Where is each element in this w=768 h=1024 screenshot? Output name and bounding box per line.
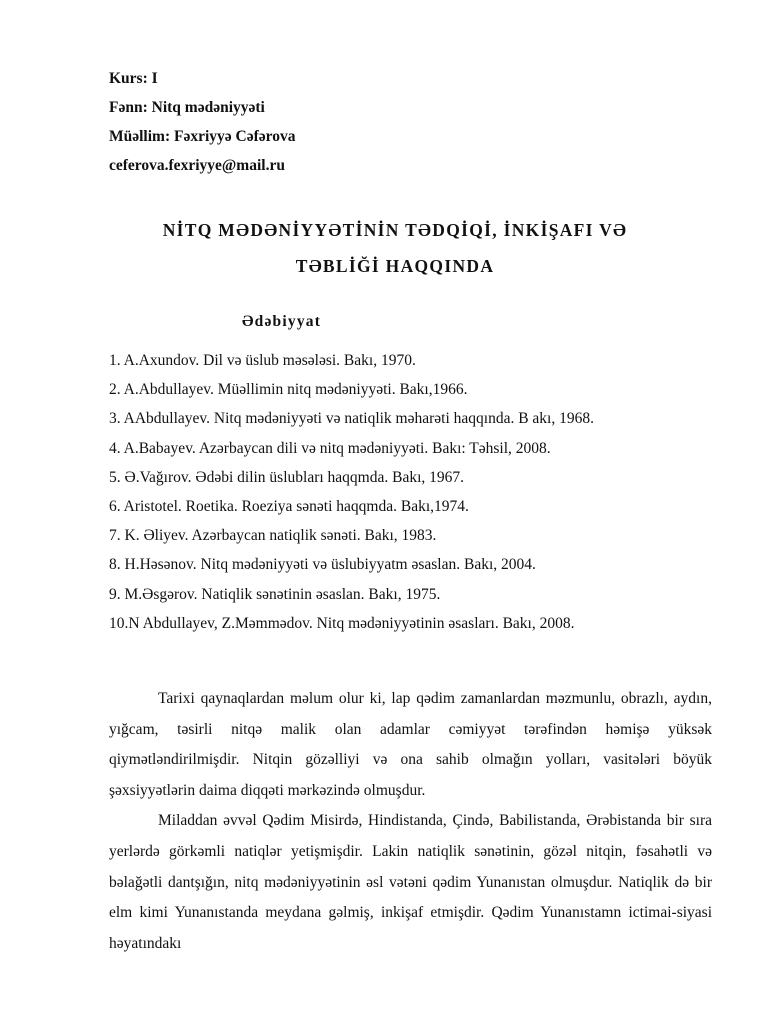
subject-line: Fənn: Nitq mədəniyyəti xyxy=(109,99,265,116)
bibliography-item: 5. Ə.Vağırov. Ədəbi dilin üslubları haqqmda. Bakı, 1967. xyxy=(109,468,465,486)
bibliography-item: 3. AAbdullayev. Nitq mədəniyyəti və natiqlik məharəti haqqında. B akı, 1968. xyxy=(109,410,594,428)
document-title xyxy=(90,212,700,284)
bibliography-item: 10.N Abdullayev, Z.Məmmədov. Nitq mədəniyyətinin əsasları. Bakı, 2008. xyxy=(109,614,575,632)
body-paragraph-2: Miladdan əvvəl Qədim Misirdə, Hindistanda, Çində, Babilistanda, Ərəbistanda bir sıra yerlərdə görkəmli natiqlər yetişmişdir. Lakin natiqlik sənətinin, gözəl nitqin, fəsahətli və bəlağətli dantşığın, nitq mədəniyyətinin əsl vətəni qədim Yunanıstan olmuşdur. Natiqlik də bir elm kimi Yunanıstanda meydana gəlmiş, inkişaf etmişdir. Qədim Yunanıstamn ictimai-siyasi həyatındakı xyxy=(109,812,712,952)
bibliography-item: 7. K. Əliyev. Azərbaycan natiqlik sənəti. Bakı, 1983. xyxy=(109,527,437,545)
bibliography-item: 1. A.Axundov. Dil və üslub məsələsi. Bakı, 1970. xyxy=(109,352,416,369)
course-info-header xyxy=(109,64,669,180)
bibliography-item: 4. A.Babayev. Azərbaycan dili və nitq mədəniyyəti. Bakı: Təhsil, 2008. xyxy=(109,439,551,457)
bibliography-item: 9. M.Əsgərov. Natiqlik sənətinin əsaslan. Bakı, 1975. xyxy=(109,585,441,603)
bibliography-list xyxy=(109,346,709,638)
course-line: Kurs: I xyxy=(109,70,158,87)
email-line: ceferova.fexriyye@mail.ru xyxy=(109,157,285,174)
bibliography-item: 2. A.Abdullayev. Müəllimin nitq mədəniyyəti. Bakı,1966. xyxy=(109,381,468,399)
title-line-1: NİTQ MƏDƏNİYYƏTİNİN TƏDQİQİ, İNKİŞAFI VƏ xyxy=(162,220,628,240)
title-line-2: TƏBLİĞİ HAQQINDA xyxy=(295,256,495,276)
body-text xyxy=(109,684,712,959)
body-paragraph-1: Tarixi qaynaqlardan məlum olur ki, lap qədim zamanlardan məzmunlu, obrazlı, aydın, yığcam, təsirli nitqə malik olan adamlar cəmiyyət tərəfindən həmişə yüksək qiymətləndirilmişdir. Nitqin gözəlliyi və ona sahib olmağın yolları, vasitələri böyük şəxsiyyətlərin daima diqqəti mərkəzində olmuşdur. xyxy=(109,690,712,799)
teacher-line: Müəllim: Fəxriyyə Cəfərova xyxy=(109,128,296,145)
bibliography-heading: Ədəbiyyat xyxy=(242,313,322,330)
bibliography-item: 8. H.Həsənov. Nitq mədəniyyəti və üslubiyyatm əsaslan. Bakı, 2004. xyxy=(109,556,536,574)
bibliography-item: 6. Aristotel. Roetika. Roeziya sənəti haqqmda. Bakı,1974. xyxy=(109,498,469,516)
